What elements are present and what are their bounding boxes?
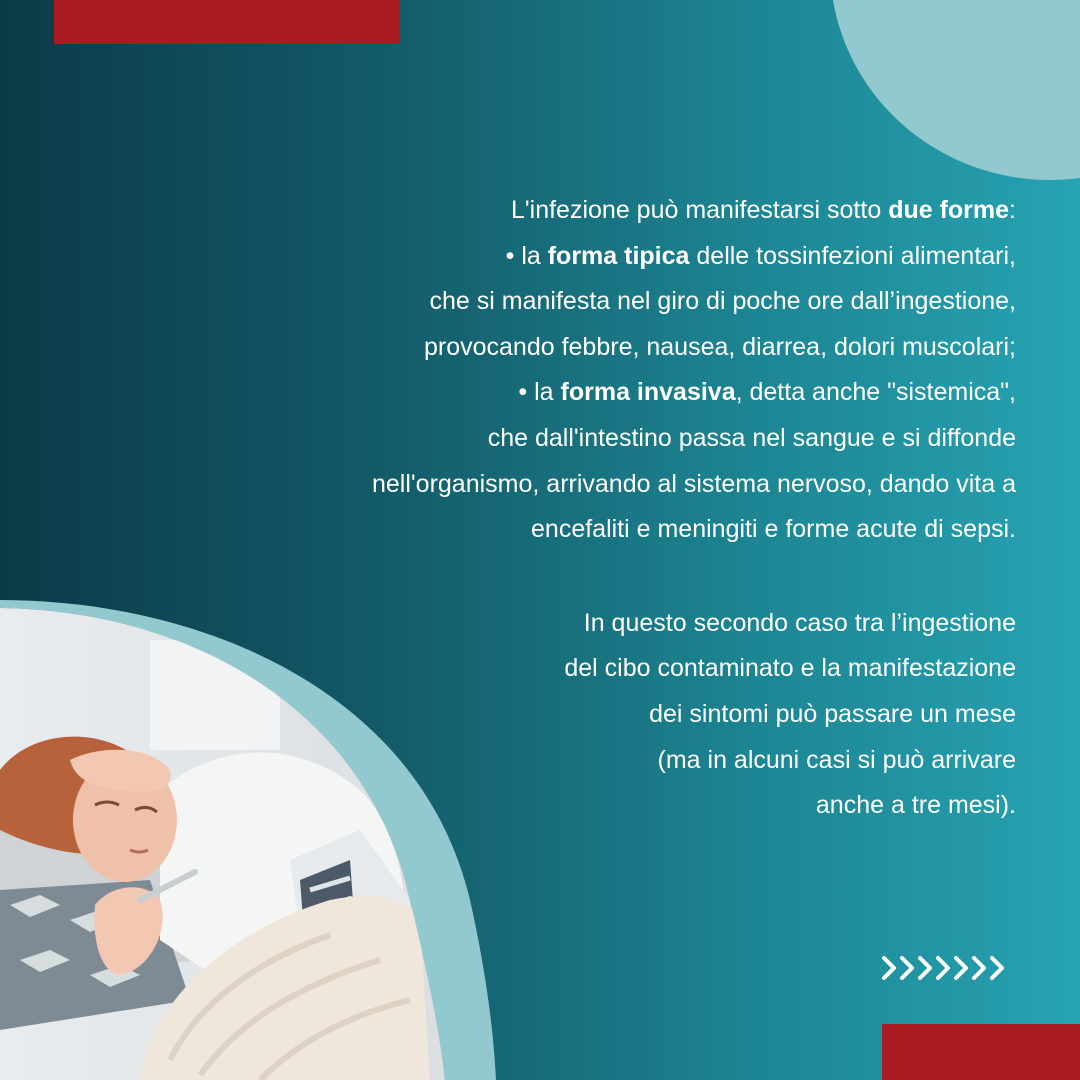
top-red-bar (54, 0, 400, 44)
bullet-typical-form: • la forma tipica delle tossinfezioni alimentari, (505, 241, 1016, 270)
text-line: che si manifesta nel giro di poche ore dall’ingestione, (429, 287, 1016, 316)
text-line: che dall'intestino passa nel sangue e si diffonde (487, 423, 1016, 452)
intro-line: L'infezione può manifestarsi sotto due forme: (510, 196, 1016, 224)
bottom-red-bar (882, 1024, 1080, 1080)
text-line: nell'organismo, arrivando al sistema nervoso, dando vita a (371, 469, 1016, 498)
text-line: encefaliti e meningiti e forme acute di sepsi. (531, 515, 1016, 544)
text-line: provocando febbre, nausea, diarrea, dolori muscolari; (423, 332, 1016, 361)
para2-line: In questo secondo caso tra l’ingestione (583, 608, 1016, 637)
bullet-invasive-form: • la forma invasiva, detta anche "sistemica", (518, 378, 1016, 407)
para2-line: dei sintomi può passare un mese (649, 699, 1016, 728)
para2-line: (ma in alcuni casi si può arrivare (657, 745, 1016, 774)
main-text (116, 188, 1016, 829)
chevrons-right-icon[interactable] (880, 948, 1020, 988)
corner-circle-decoration (830, 0, 1080, 180)
para2-line: anche a tre mesi). (815, 791, 1016, 820)
para2-line: del cibo contaminato e la manifestazione (564, 654, 1016, 683)
